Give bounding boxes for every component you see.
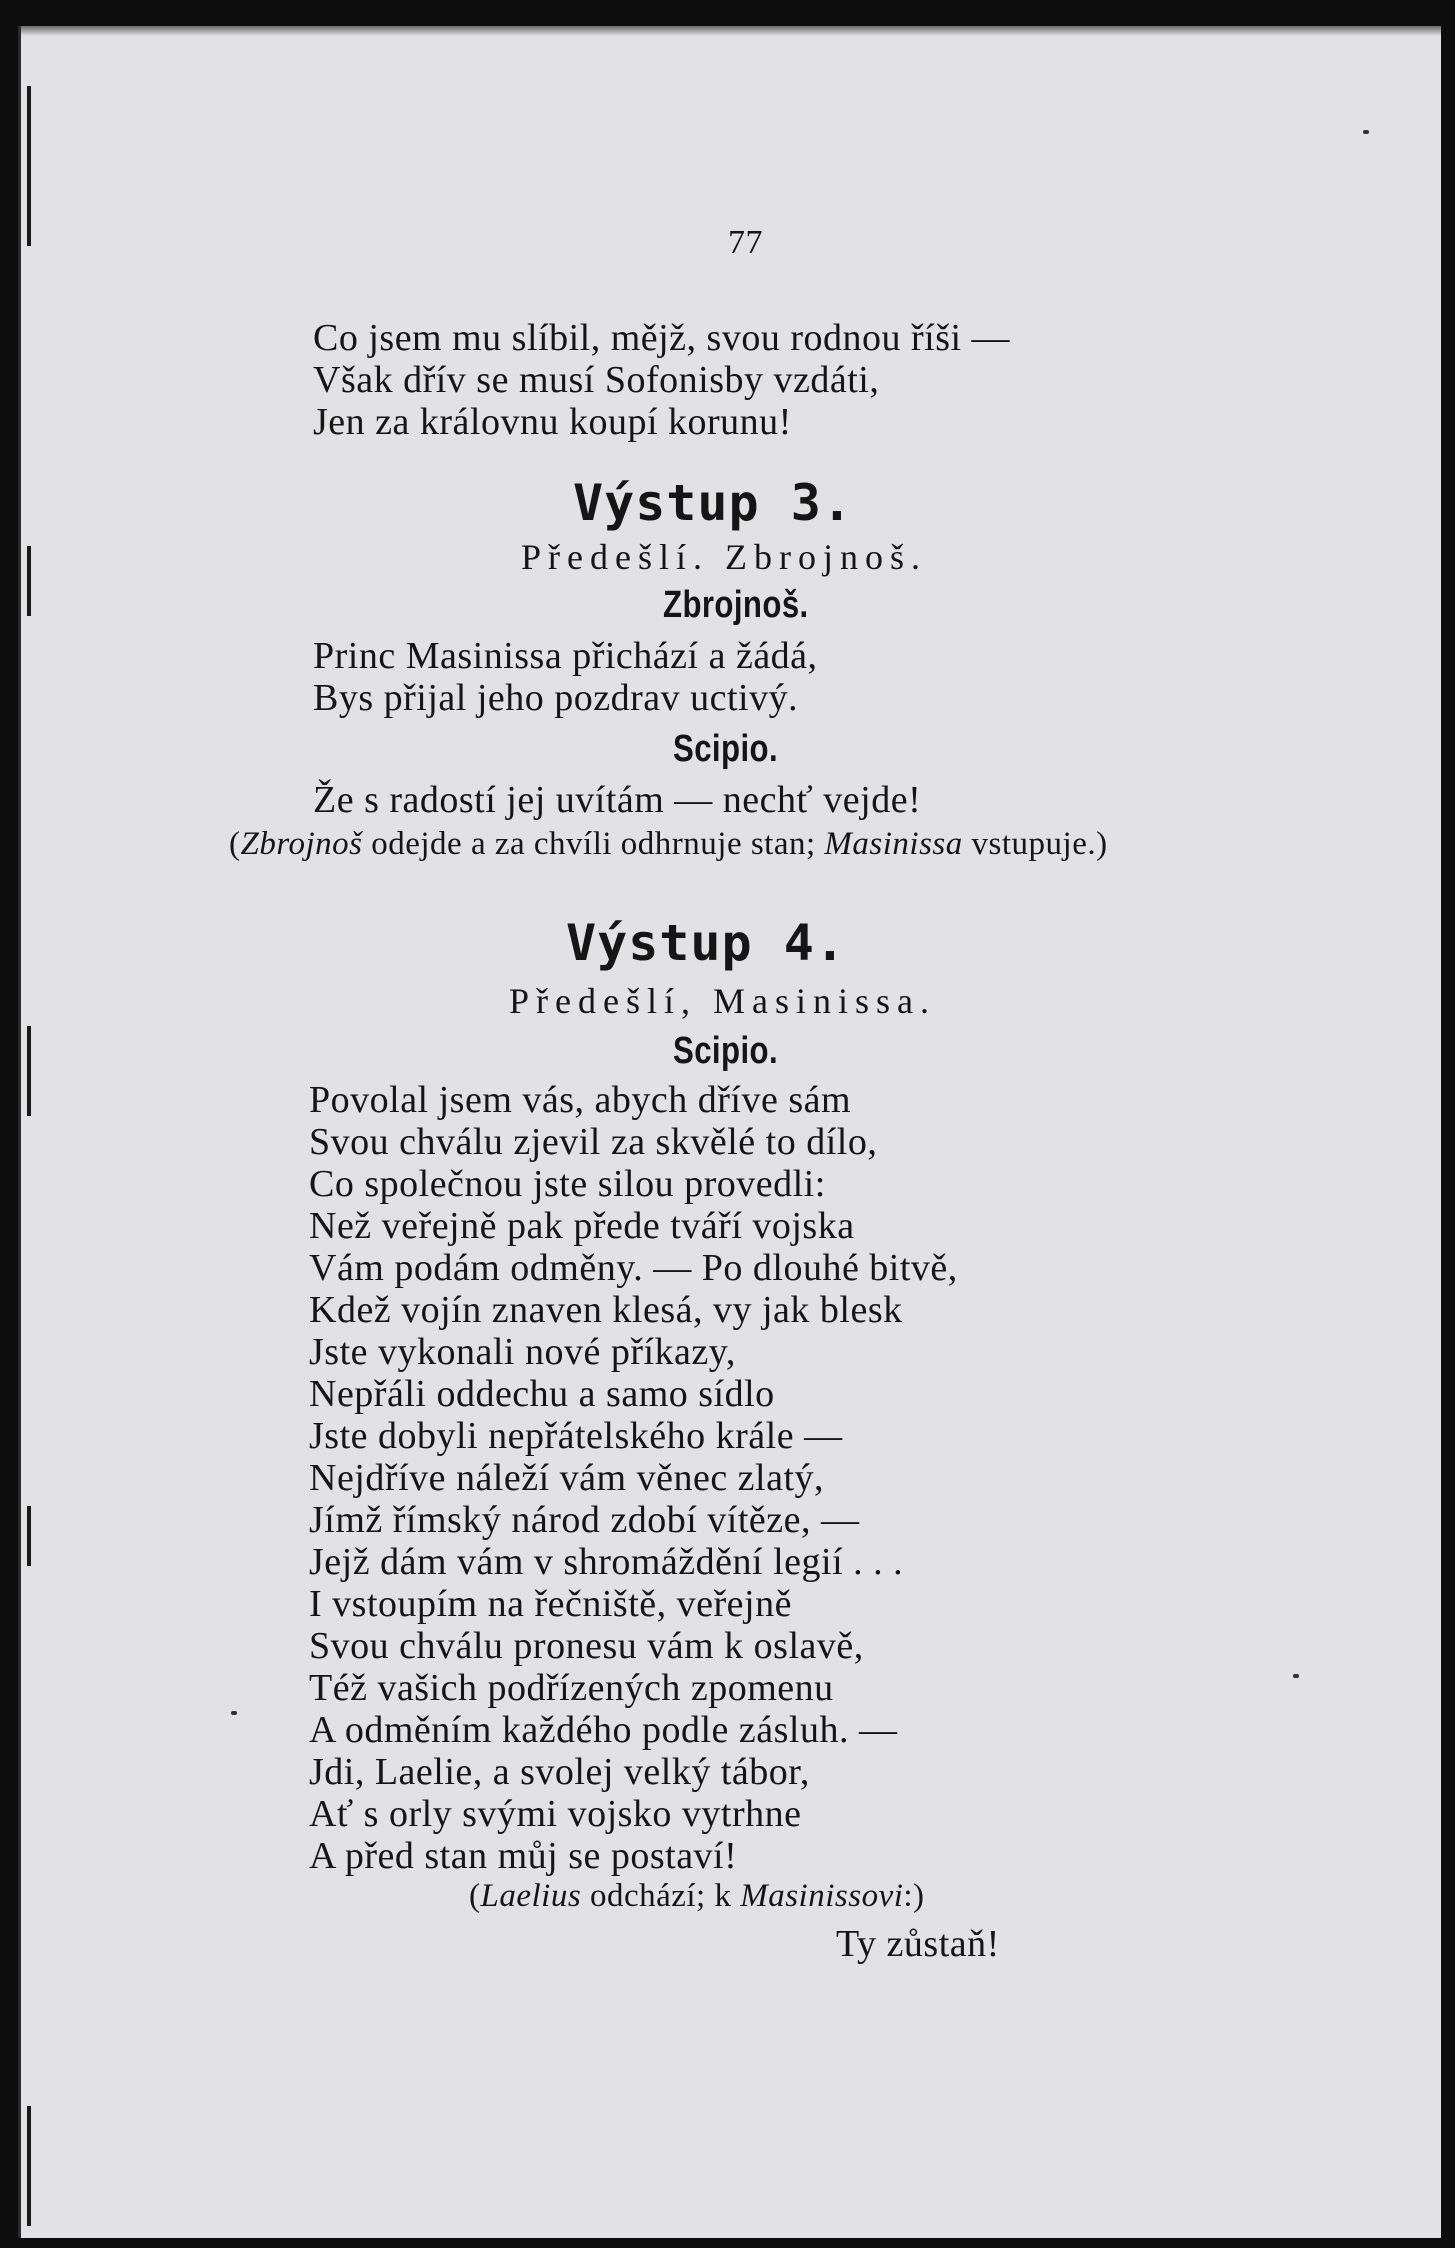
verse-line: I vstoupím na řečniště, veřejně <box>309 1583 792 1625</box>
speaker-name: Scipio. <box>673 1030 779 1072</box>
scene-cast: Předešlí. Zbrojnoš. <box>521 537 927 577</box>
stage-text: :) <box>903 1878 925 1914</box>
verse-line: Jdi, Laelie, a svolej velký tábor, <box>309 1751 810 1793</box>
verse-line: Jejž dám vám v shromáždění legií . . . <box>309 1541 904 1583</box>
stage-direction <box>469 1878 925 1915</box>
stage-character: Zbrojnoš <box>240 826 363 862</box>
verse-line: Bys přijal jeho pozdrav uctivý. <box>313 677 799 719</box>
stage-direction <box>229 826 1108 863</box>
verse-line: A odměním každého podle zásluh. — <box>309 1709 898 1751</box>
verse-line: A před stan můj se postaví! <box>309 1835 738 1877</box>
verse-line: Vám podám odměny. — Po dlouhé bitvě, <box>309 1247 958 1289</box>
page-number: 77 <box>728 224 763 261</box>
verse-line: Nejdříve náleží vám věnec zlatý, <box>309 1457 825 1499</box>
verse-line: Povolal jsem vás, abych dříve sám <box>309 1079 852 1121</box>
stage-text: vstupuje.) <box>962 826 1108 862</box>
stage-character: Laelius <box>480 1878 582 1914</box>
verse-line: Ať s orly svými vojsko vytrhne <box>309 1793 802 1835</box>
speaker-name: Scipio. <box>673 728 779 770</box>
verse-line: Ty zůstaň! <box>836 1923 1000 1965</box>
scene-cast: Předešlí, Masinissa. <box>509 981 936 1021</box>
stage-text: odejde a za chvíli odhrnuje stan; <box>362 826 825 862</box>
verse-line: Co jsem mu slíbil, mějž, svou rodnou říši — <box>313 317 1011 359</box>
verse-line: Jímž římský národ zdobí vítěze, — <box>309 1499 860 1541</box>
scene-title: Výstup 3. <box>573 474 853 532</box>
verse-line: Svou chválu pronesu vám k oslavě, <box>309 1625 864 1667</box>
page-text <box>21 26 1441 2238</box>
verse-line: Než veřejně pak přede tváří vojska <box>309 1205 855 1247</box>
verse-line: Princ Masinissa přichází a žádá, <box>313 635 818 677</box>
scene-title: Výstup 4. <box>566 914 846 972</box>
verse-line: Nepřáli oddechu a samo sídlo <box>309 1373 775 1415</box>
verse-line: Jste vykonali nové příkazy, <box>309 1331 736 1373</box>
stage-paren: ( <box>229 826 241 862</box>
stage-text: odchází; k <box>581 1878 741 1914</box>
verse-line: Však dřív se musí Sofonisby vzdáti, <box>313 359 880 401</box>
verse-line: Svou chválu zjevil za skvělé to dílo, <box>309 1121 878 1163</box>
stage-character: Masinissa <box>824 826 963 862</box>
stage-character: Masinissovi <box>740 1878 904 1914</box>
verse-line: Též vašich podřízených zpomenu <box>309 1667 834 1709</box>
verse-line: Kdež vojín znaven klesá, vy jak blesk <box>309 1289 903 1331</box>
stage-paren: ( <box>469 1878 481 1914</box>
verse-line: Jen za královnu koupí korunu! <box>313 401 792 443</box>
verse-line: Že s radostí jej uvítám — nechť vejde! <box>313 779 922 821</box>
speaker-name: Zbrojnoš. <box>663 584 809 626</box>
book-page <box>18 26 1441 2238</box>
verse-line: Jste dobyli nepřátelského krále — <box>309 1415 843 1457</box>
verse-line: Co společnou jste silou provedli: <box>309 1163 826 1205</box>
